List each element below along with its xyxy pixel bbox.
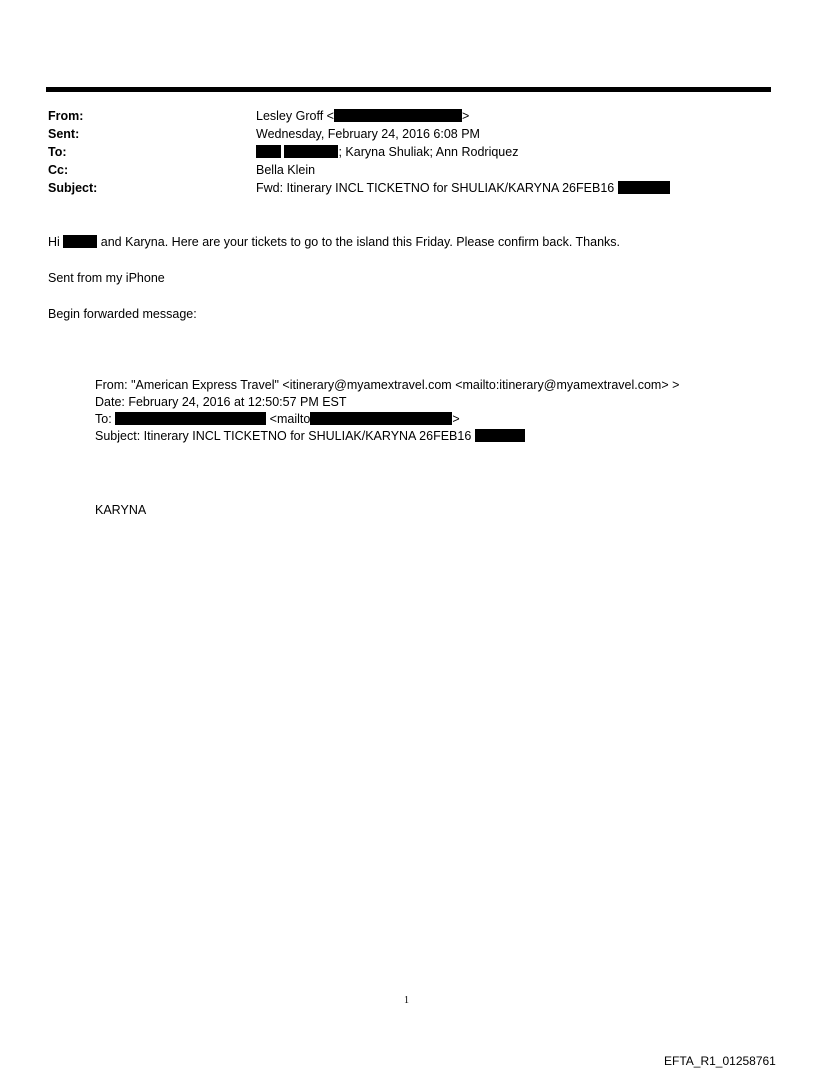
bates-number: EFTA_R1_01258761 bbox=[664, 1054, 776, 1068]
subject-value bbox=[256, 179, 670, 197]
redaction-box bbox=[63, 235, 97, 248]
to-recipients: ; Karyna Shuliak; Ann Rodriquez bbox=[338, 145, 519, 159]
from-label: From: bbox=[48, 109, 84, 123]
forwarded-subject-text: Subject: Itinerary INCL TICKETNO for SHULIAK/KARYNA 26FEB16 bbox=[95, 429, 472, 443]
signature-line: Sent from my iPhone bbox=[48, 271, 165, 285]
cc-label: Cc: bbox=[48, 163, 69, 177]
forwarded-to-mailto: <mailto bbox=[269, 412, 311, 426]
redaction-box bbox=[256, 145, 281, 158]
to-value bbox=[256, 143, 518, 161]
forwarded-to bbox=[95, 411, 460, 428]
header-rule bbox=[46, 87, 771, 92]
redaction-box bbox=[115, 412, 266, 425]
to-label: To: bbox=[48, 145, 67, 159]
forwarded-body-name: KARYNA bbox=[95, 503, 147, 517]
forwarded-to-close: > bbox=[452, 412, 460, 426]
greeting-line bbox=[48, 233, 620, 251]
forward-intro: Begin forwarded message: bbox=[48, 307, 197, 321]
sent-value: Wednesday, February 24, 2016 6:08 PM bbox=[256, 127, 480, 141]
forwarded-subject bbox=[95, 428, 525, 445]
redaction-box bbox=[284, 145, 338, 158]
redaction-box bbox=[618, 181, 670, 194]
redaction-box bbox=[334, 109, 462, 122]
greeting-rest: and Karyna. Here are your tickets to go to the island this Friday. Please confirm back. Thanks. bbox=[100, 235, 621, 249]
greeting-start: Hi bbox=[48, 235, 60, 249]
cc-value: Bella Klein bbox=[256, 163, 316, 177]
redaction-box bbox=[310, 412, 452, 425]
page-number: 1 bbox=[404, 995, 409, 1006]
subject-label: Subject: bbox=[48, 181, 98, 195]
redaction-box bbox=[475, 429, 525, 442]
forwarded-from: From: "American Express Travel" <itinerary@myamextravel.com <mailto:itinerary@myamextravel.com> > bbox=[95, 378, 680, 392]
from-name: Lesley Groff < bbox=[256, 109, 334, 123]
subject-text: Fwd: Itinerary INCL TICKETNO for SHULIAK/KARYNA 26FEB16 bbox=[256, 181, 615, 195]
sent-label: Sent: bbox=[48, 127, 80, 141]
from-value bbox=[256, 107, 469, 125]
forwarded-to-label: To: bbox=[95, 412, 112, 426]
forwarded-date: Date: February 24, 2016 at 12:50:57 PM EST bbox=[95, 395, 347, 409]
from-close: > bbox=[461, 109, 470, 123]
